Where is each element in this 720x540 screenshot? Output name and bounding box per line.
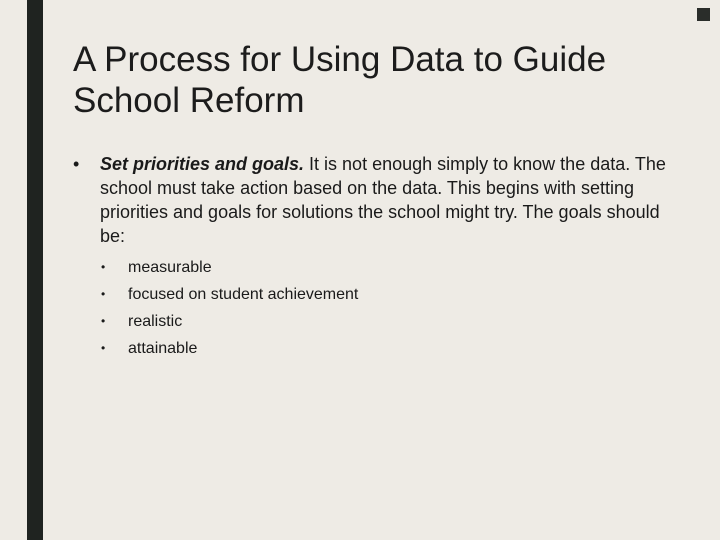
sub-bullet-icon: • — [101, 341, 106, 355]
sub-bullet-icon: • — [101, 287, 106, 301]
slide-body — [73, 152, 673, 362]
corner-square-decoration — [697, 8, 710, 21]
goal-label: focused on student achievement — [128, 286, 359, 303]
goal-label: attainable — [128, 340, 198, 357]
goal-item — [73, 281, 673, 308]
slide-title: A Process for Using Data to Guide School Reform — [73, 40, 607, 120]
left-accent-bar — [27, 0, 43, 540]
goals-list — [73, 254, 673, 362]
goal-item — [73, 335, 673, 362]
bullet-body-text: It is not enough simply to know the data. The school must take action based on the data. This begins with setting priorities and goals for solutions the school might try. The goals should be: — [100, 154, 666, 246]
goal-item — [73, 308, 673, 335]
sub-bullet-icon: • — [101, 314, 106, 328]
bullet-lead-text: Set priorities and goals. — [100, 154, 305, 174]
goal-label: measurable — [128, 259, 212, 276]
goal-label: realistic — [128, 313, 183, 330]
sub-bullet-icon: • — [101, 260, 106, 274]
main-bullet — [73, 152, 673, 248]
bullet-icon: • — [73, 154, 80, 174]
goal-item — [73, 254, 673, 281]
